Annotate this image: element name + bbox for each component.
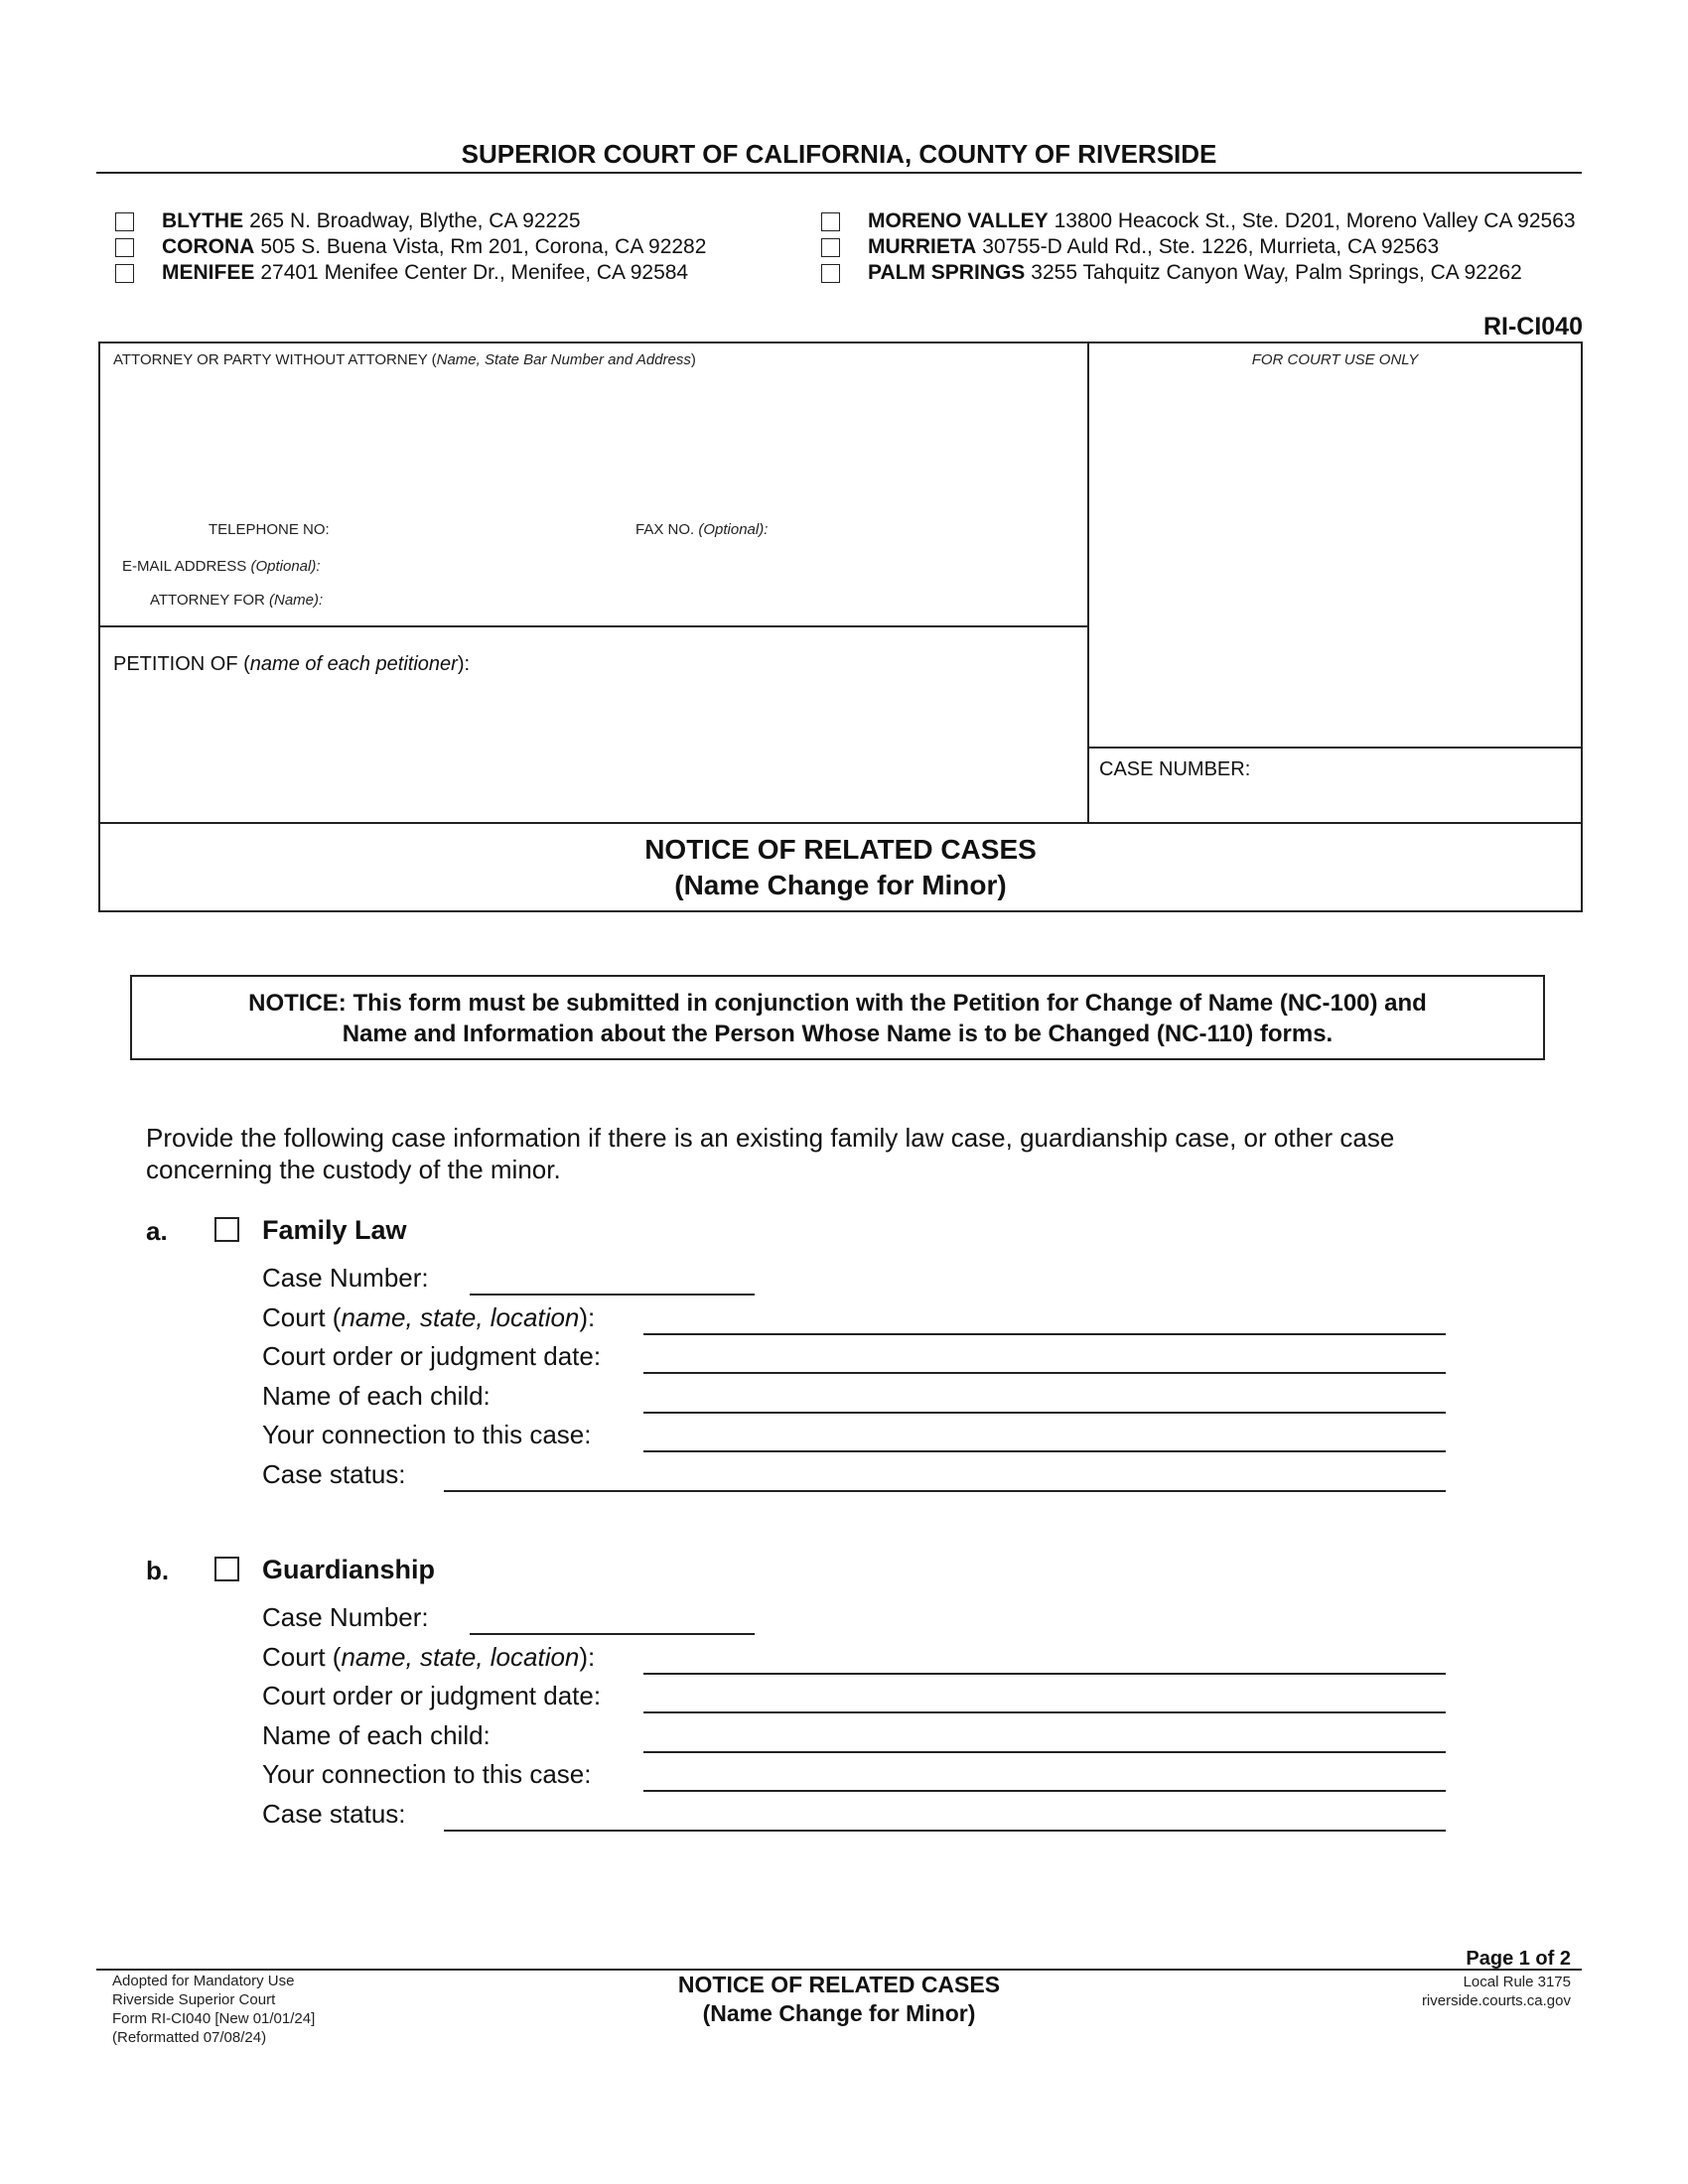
page-number: Page 1 of 2 [1466, 1948, 1571, 1970]
family-case-number-field[interactable] [470, 1294, 755, 1296]
caption-divider-attorney [98, 625, 1088, 627]
guardianship-checkbox[interactable] [214, 1557, 239, 1581]
location-name: MENIFEE [162, 261, 255, 284]
location-murrieta[interactable] [821, 234, 1576, 260]
email-label[interactable]: E-MAIL ADDRESS (Optional): [122, 558, 321, 575]
location-name: BLYTHE [162, 209, 244, 232]
blythe-checkbox[interactable] [115, 212, 134, 231]
corona-checkbox[interactable] [115, 238, 134, 257]
family-case-number-label: Case Number: [262, 1263, 429, 1293]
family-child-names-field[interactable] [643, 1412, 1446, 1414]
telephone-label[interactable]: TELEPHONE NO: [209, 521, 330, 538]
murrieta-checkbox[interactable] [821, 238, 840, 257]
guardianship-order-date-label: Court order or judgment date: [262, 1681, 602, 1710]
family-court-field[interactable] [643, 1333, 1446, 1335]
footer-title: NOTICE OF RELATED CASES (Name Change for Minor) [677, 1972, 1001, 2026]
family-law-checkbox[interactable] [214, 1217, 239, 1242]
guardianship-connection-label: Your connection to this case: [262, 1759, 592, 1789]
court-title: SUPERIOR COURT OF CALIFORNIA, COUNTY OF RIVERSIDE [461, 139, 1217, 169]
guardianship-court-label: Court (name, state, location): [262, 1642, 596, 1672]
guardianship-order-date-field[interactable] [643, 1711, 1446, 1713]
location-address: 3255 Tahquitz Canyon Way, Palm Springs, CA 92262 [1031, 261, 1522, 284]
section-a-letter: a. [146, 1216, 168, 1246]
form-id: RI-CI040 [1482, 313, 1583, 341]
guardianship-case-number-label: Case Number: [262, 1602, 429, 1632]
section-b-letter: b. [146, 1556, 170, 1585]
family-connection-label: Your connection to this case: [262, 1420, 592, 1449]
location-name: MURRIETA [868, 235, 977, 258]
family-child-names-label: Name of each child: [262, 1381, 491, 1411]
notice-line2: Name and Information about the Person Whose Name is to be Changed (NC-110) forms. [342, 1021, 1334, 1047]
location-name: MORENO VALLEY [868, 209, 1049, 232]
location-palm-springs[interactable] [821, 260, 1576, 286]
footer-adoption-info: Adopted for Mandatory Use Riverside Superior Court Form RI-CI040 [New 01/01/24] (Reformatted 07/08/24) [112, 1973, 316, 2046]
case-number-label[interactable]: CASE NUMBER: [1099, 758, 1251, 780]
guardianship-status-field[interactable] [444, 1830, 1446, 1832]
intro-text: Provide the following case information if there is an existing family law case, guardianship case, or other case concerning the custody of the minor. [146, 1123, 1395, 1184]
court-website-link[interactable]: riverside.courts.ca.gov [1421, 1992, 1571, 2009]
palm-springs-checkbox[interactable] [821, 264, 840, 283]
fax-label[interactable]: FAX NO. (Optional): [635, 521, 769, 538]
form-title-line1: NOTICE OF RELATED CASES [644, 834, 1037, 865]
location-name: PALM SPRINGS [868, 261, 1026, 284]
family-order-date-label: Court order or judgment date: [262, 1341, 602, 1371]
location-address: 30755-D Auld Rd., Ste. 1226, Murrieta, CA 92563 [982, 235, 1440, 258]
family-order-date-field[interactable] [643, 1372, 1446, 1374]
caption-divider-case [1087, 747, 1583, 749]
family-connection-field[interactable] [643, 1450, 1446, 1452]
form-title-line2: (Name Change for Minor) [674, 870, 1007, 900]
guardianship-court-field[interactable] [643, 1673, 1446, 1675]
location-address: 265 N. Broadway, Blythe, CA 92225 [249, 209, 581, 232]
court-use-label: FOR COURT USE ONLY [1251, 351, 1419, 368]
title-rule [96, 172, 1582, 174]
family-status-field[interactable] [444, 1490, 1446, 1492]
petition-label[interactable]: PETITION OF (name of each petitioner): [113, 653, 471, 675]
family-status-label: Case status: [262, 1459, 406, 1489]
menifee-checkbox[interactable] [115, 264, 134, 283]
guardianship-child-names-label: Name of each child: [262, 1720, 491, 1750]
location-address: 27401 Menifee Center Dr., Menifee, CA 92584 [260, 261, 689, 284]
caption-divider-title [98, 822, 1583, 824]
guardianship-title: Guardianship [262, 1555, 436, 1584]
notice-line1: NOTICE: This form must be submitted in conjunction with the Petition for Change of Name (NC-100) and [248, 990, 1427, 1017]
location-menifee[interactable] [115, 260, 706, 286]
guardianship-case-number-field[interactable] [470, 1633, 755, 1635]
guardianship-status-label: Case status: [262, 1799, 406, 1829]
attorney-for-label[interactable]: ATTORNEY FOR (Name): [150, 592, 324, 609]
location-address: 505 S. Buena Vista, Rm 201, Corona, CA 92282 [260, 235, 707, 258]
attorney-label[interactable]: ATTORNEY OR PARTY WITHOUT ATTORNEY (Name, State Bar Number and Address) [113, 351, 696, 368]
location-moreno-valley[interactable] [821, 208, 1576, 234]
notice-box [130, 975, 1545, 1060]
guardianship-connection-field[interactable] [643, 1790, 1446, 1792]
location-address: 13800 Heacock St., Ste. D201, Moreno Valley CA 92563 [1054, 209, 1576, 232]
footer-rule-info: Local Rule 3175 riverside.courts.ca.gov [1421, 1974, 1571, 2009]
form-title [98, 832, 1583, 903]
location-blythe[interactable] [115, 208, 706, 234]
moreno-valley-checkbox[interactable] [821, 212, 840, 231]
family-court-label: Court (name, state, location): [262, 1302, 596, 1332]
caption-divider-vertical [1087, 341, 1089, 823]
location-list-left [115, 208, 706, 286]
location-corona[interactable] [115, 234, 706, 260]
location-list-right [821, 208, 1576, 286]
guardianship-child-names-field[interactable] [643, 1751, 1446, 1753]
location-name: CORONA [162, 235, 255, 258]
family-law-title: Family Law [262, 1215, 407, 1245]
